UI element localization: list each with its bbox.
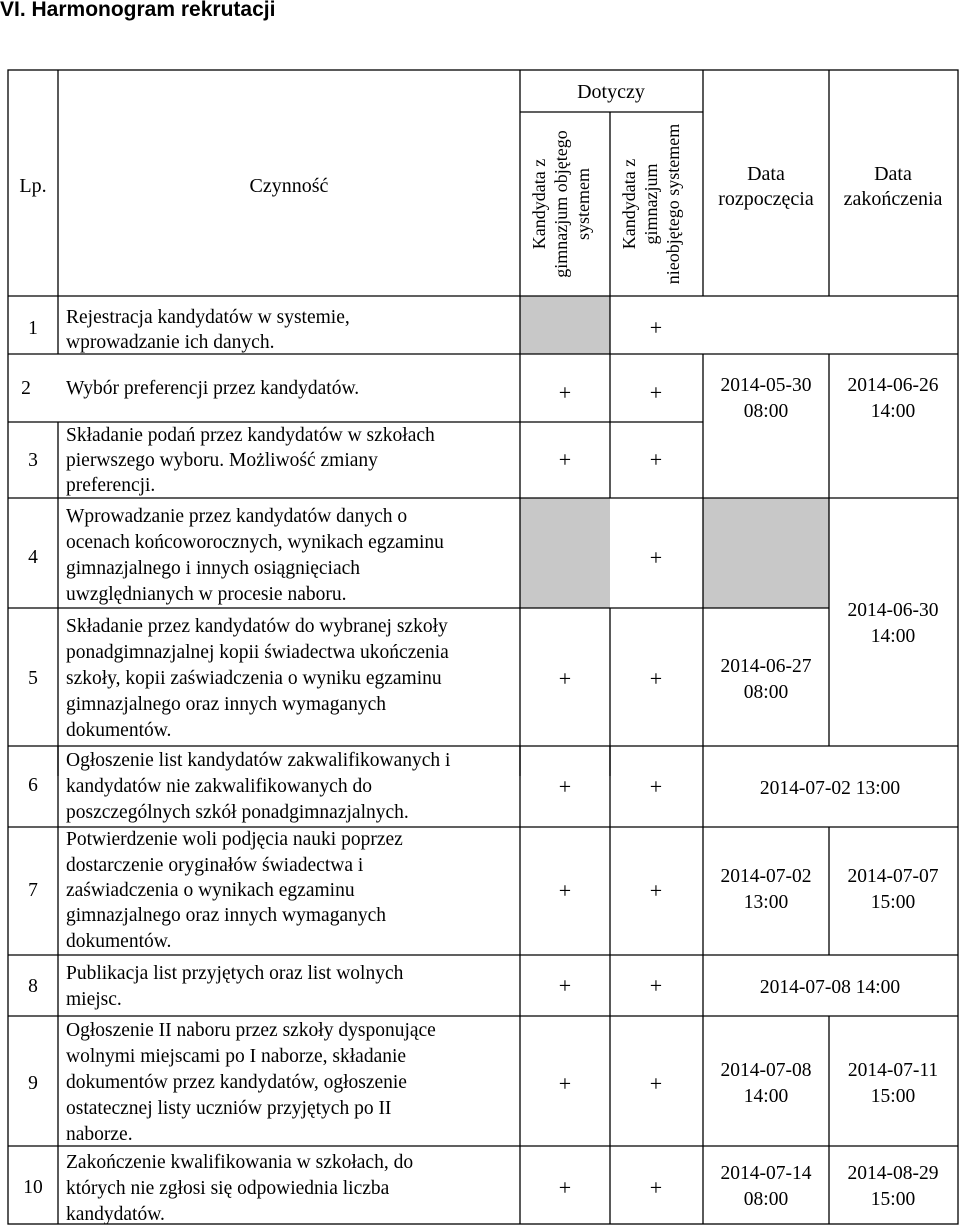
row-3-lp: 3	[28, 450, 38, 471]
row-6-text-1: Ogłoszenie list kandydatów zakwalifikowanych i	[66, 750, 451, 771]
date-end-4-5-time: 14:00	[870, 626, 916, 647]
plus-row9-nieobj: +	[649, 1071, 663, 1096]
row-3-text-1: Składanie podań przez kandydatów w szkołach	[66, 425, 435, 446]
row-9-text-2: wolnymi miejscami po I naborze, składanie	[66, 1046, 407, 1067]
row-1-text-1: Rejestracja kandydatów w systemie,	[66, 307, 350, 328]
header-data-end-2: zakończenia	[843, 188, 943, 210]
row-9-text-5: naborze.	[66, 1124, 133, 1145]
plus-row8-nieobj: +	[649, 973, 663, 998]
plus-row2-obj: +	[558, 380, 572, 405]
plus-row10-obj: +	[558, 1175, 572, 1200]
row-7-text-3: zaświadczenia o wynikach egzaminu	[66, 880, 355, 901]
na-cell-row4	[520, 498, 610, 608]
date-row10-end-time: 15:00	[870, 1189, 916, 1210]
header-czynnosc: Czynność	[249, 175, 329, 197]
row-5-text-1: Składanie przez kandydatów do wybranej szkoły	[66, 616, 448, 637]
date-row10-end-date: 2014-08-29	[847, 1163, 939, 1184]
row-4-text-2: ocenach końcoworocznych, wynikach egzaminu	[66, 532, 444, 553]
date-row9-start-date: 2014-07-08	[720, 1060, 812, 1081]
row-4-text-4: uwzględnianych w procesie naboru.	[66, 584, 347, 605]
row-7-text-5: dokumentów.	[66, 931, 172, 952]
date-row6: 2014-07-02 13:00	[759, 778, 901, 799]
date-row9-end-time: 15:00	[870, 1086, 916, 1107]
date-start-4-5-date: 2014-06-27	[720, 656, 812, 677]
header-objetego-line2: gimnazjum objętego	[551, 130, 571, 278]
row-10-text-1: Zakończenie kwalifikowania w szkołach, do	[66, 1152, 414, 1173]
row-7-lp: 7	[28, 880, 38, 901]
plus-row6-nieobj: +	[649, 774, 663, 799]
row-4-text-1: Wprowadzanie przez kandydatów danych o	[66, 506, 408, 527]
na-cell-row4-start	[703, 498, 829, 608]
header-nieobjetego	[619, 124, 683, 284]
row-9-text-4: ostatecznej listy uczniów przyjętych po II	[66, 1098, 392, 1119]
plus-row7-obj: +	[558, 878, 572, 903]
date-start-2-5-date: 2014-05-30	[720, 375, 812, 396]
date-row10-start-time: 08:00	[743, 1189, 789, 1210]
row-2-text-1: Wybór preferencji przez kandydatów.	[66, 378, 360, 399]
row-7-text-1: Potwierdzenie woli podjęcia nauki poprzez	[66, 829, 403, 850]
date-row7-start-time: 13:00	[743, 892, 789, 913]
plus-row3-obj: +	[558, 447, 572, 472]
row-2-lp: 2	[21, 378, 31, 399]
date-start-2-5-time: 08:00	[743, 401, 789, 422]
row-5-text-2: ponadgimnazjalnej kopii świadectwa ukończenia	[66, 642, 449, 663]
row-5-text-3: szkoły, kopii zaświadczenia o wyniku egzaminu	[66, 668, 442, 689]
plus-row5-obj: +	[558, 666, 572, 691]
row-4-lp: 4	[28, 547, 38, 568]
date-end-2-3-date: 2014-06-26	[847, 375, 939, 396]
date-row9-start-time: 14:00	[743, 1086, 789, 1107]
plus-row1-nieobj: +	[649, 315, 663, 340]
plus-row6-obj: +	[558, 774, 572, 799]
section-title: VI. Harmonogram rekrutacji	[0, 0, 276, 21]
row-5-text-4: gimnazjalnego oraz innych wymaganych	[66, 694, 387, 715]
header-nieobjetego-line3: nieobjętego systemem	[663, 123, 683, 285]
row-6-text-2: kandydatów nie zakwalifikowanych do	[66, 776, 372, 797]
header-dotyczy: Dotyczy	[577, 81, 645, 103]
row-1-lp: 1	[28, 318, 38, 339]
header-lp: Lp.	[19, 175, 47, 197]
date-row8: 2014-07-08 14:00	[759, 977, 901, 998]
row-10-lp: 10	[23, 1177, 43, 1198]
header-nieobjetego-line2: gimnazjum	[641, 163, 661, 245]
plus-row7-nieobj: +	[649, 878, 663, 903]
date-end-4-5-date: 2014-06-30	[847, 600, 939, 621]
plus-row9-obj: +	[558, 1071, 572, 1096]
date-row7-start-date: 2014-07-02	[720, 866, 812, 887]
date-row7-end-date: 2014-07-07	[847, 866, 939, 887]
row-10-text-3: kandydatów.	[66, 1204, 165, 1225]
header-data-start-2: rozpoczęcia	[718, 188, 814, 210]
date-row9-end-date: 2014-07-11	[847, 1060, 939, 1081]
header-nieobjetego-line1: Kandydata z	[619, 158, 639, 250]
header-objetego	[529, 130, 593, 277]
header-objetego-line3: systemem	[573, 168, 593, 240]
na-cell-row1	[520, 296, 610, 354]
date-start-4-5-time: 08:00	[743, 682, 789, 703]
plus-row10-nieobj: +	[649, 1175, 663, 1200]
row-9-text-3: dokumentów przez kandydatów, ogłoszenie	[66, 1072, 407, 1093]
row-7-text-4: gimnazjalnego oraz innych wymaganych	[66, 905, 387, 926]
date-end-2-3-time: 14:00	[870, 401, 916, 422]
row-9-lp: 9	[28, 1073, 38, 1094]
header-data-start-1: Data	[747, 163, 785, 185]
row-4-text-3: gimnazjalnego i innych osiągnięciach	[66, 558, 361, 579]
row-3-text-2: pierwszego wyboru. Możliwość zmiany	[66, 450, 378, 471]
row-5-text-5: dokumentów.	[66, 720, 172, 741]
row-6-lp: 6	[28, 775, 38, 796]
plus-row4-nieobj: +	[649, 545, 663, 570]
row-5-lp: 5	[28, 668, 38, 689]
row-8-text-1: Publikacja list przyjętych oraz list wolnych	[66, 963, 404, 984]
date-row10-start-date: 2014-07-14	[720, 1163, 812, 1184]
plus-row2-nieobj: +	[649, 380, 663, 405]
date-row7-end-time: 15:00	[870, 892, 916, 913]
header-objetego-line1: Kandydata z	[529, 158, 549, 250]
row-6-text-3: poszczególnych szkół ponadgimnazjalnych.	[66, 802, 409, 823]
row-10-text-2: których nie zgłosi się odpowiednia liczba	[66, 1178, 390, 1199]
row-1-text-2: wprowadzanie ich danych.	[66, 332, 275, 353]
plus-row3-nieobj: +	[649, 447, 663, 472]
plus-row5-nieobj: +	[649, 666, 663, 691]
row-3-text-3: preferencji.	[66, 475, 156, 496]
row-7-text-2: dostarczenie oryginałów świadectwa i	[66, 855, 364, 876]
row-8-lp: 8	[28, 976, 38, 997]
plus-row8-obj: +	[558, 973, 572, 998]
row-9-text-1: Ogłoszenie II naboru przez szkoły dysponujące	[66, 1020, 436, 1041]
row-8-text-2: miejsc.	[66, 989, 122, 1010]
header-data-end-1: Data	[874, 163, 912, 185]
